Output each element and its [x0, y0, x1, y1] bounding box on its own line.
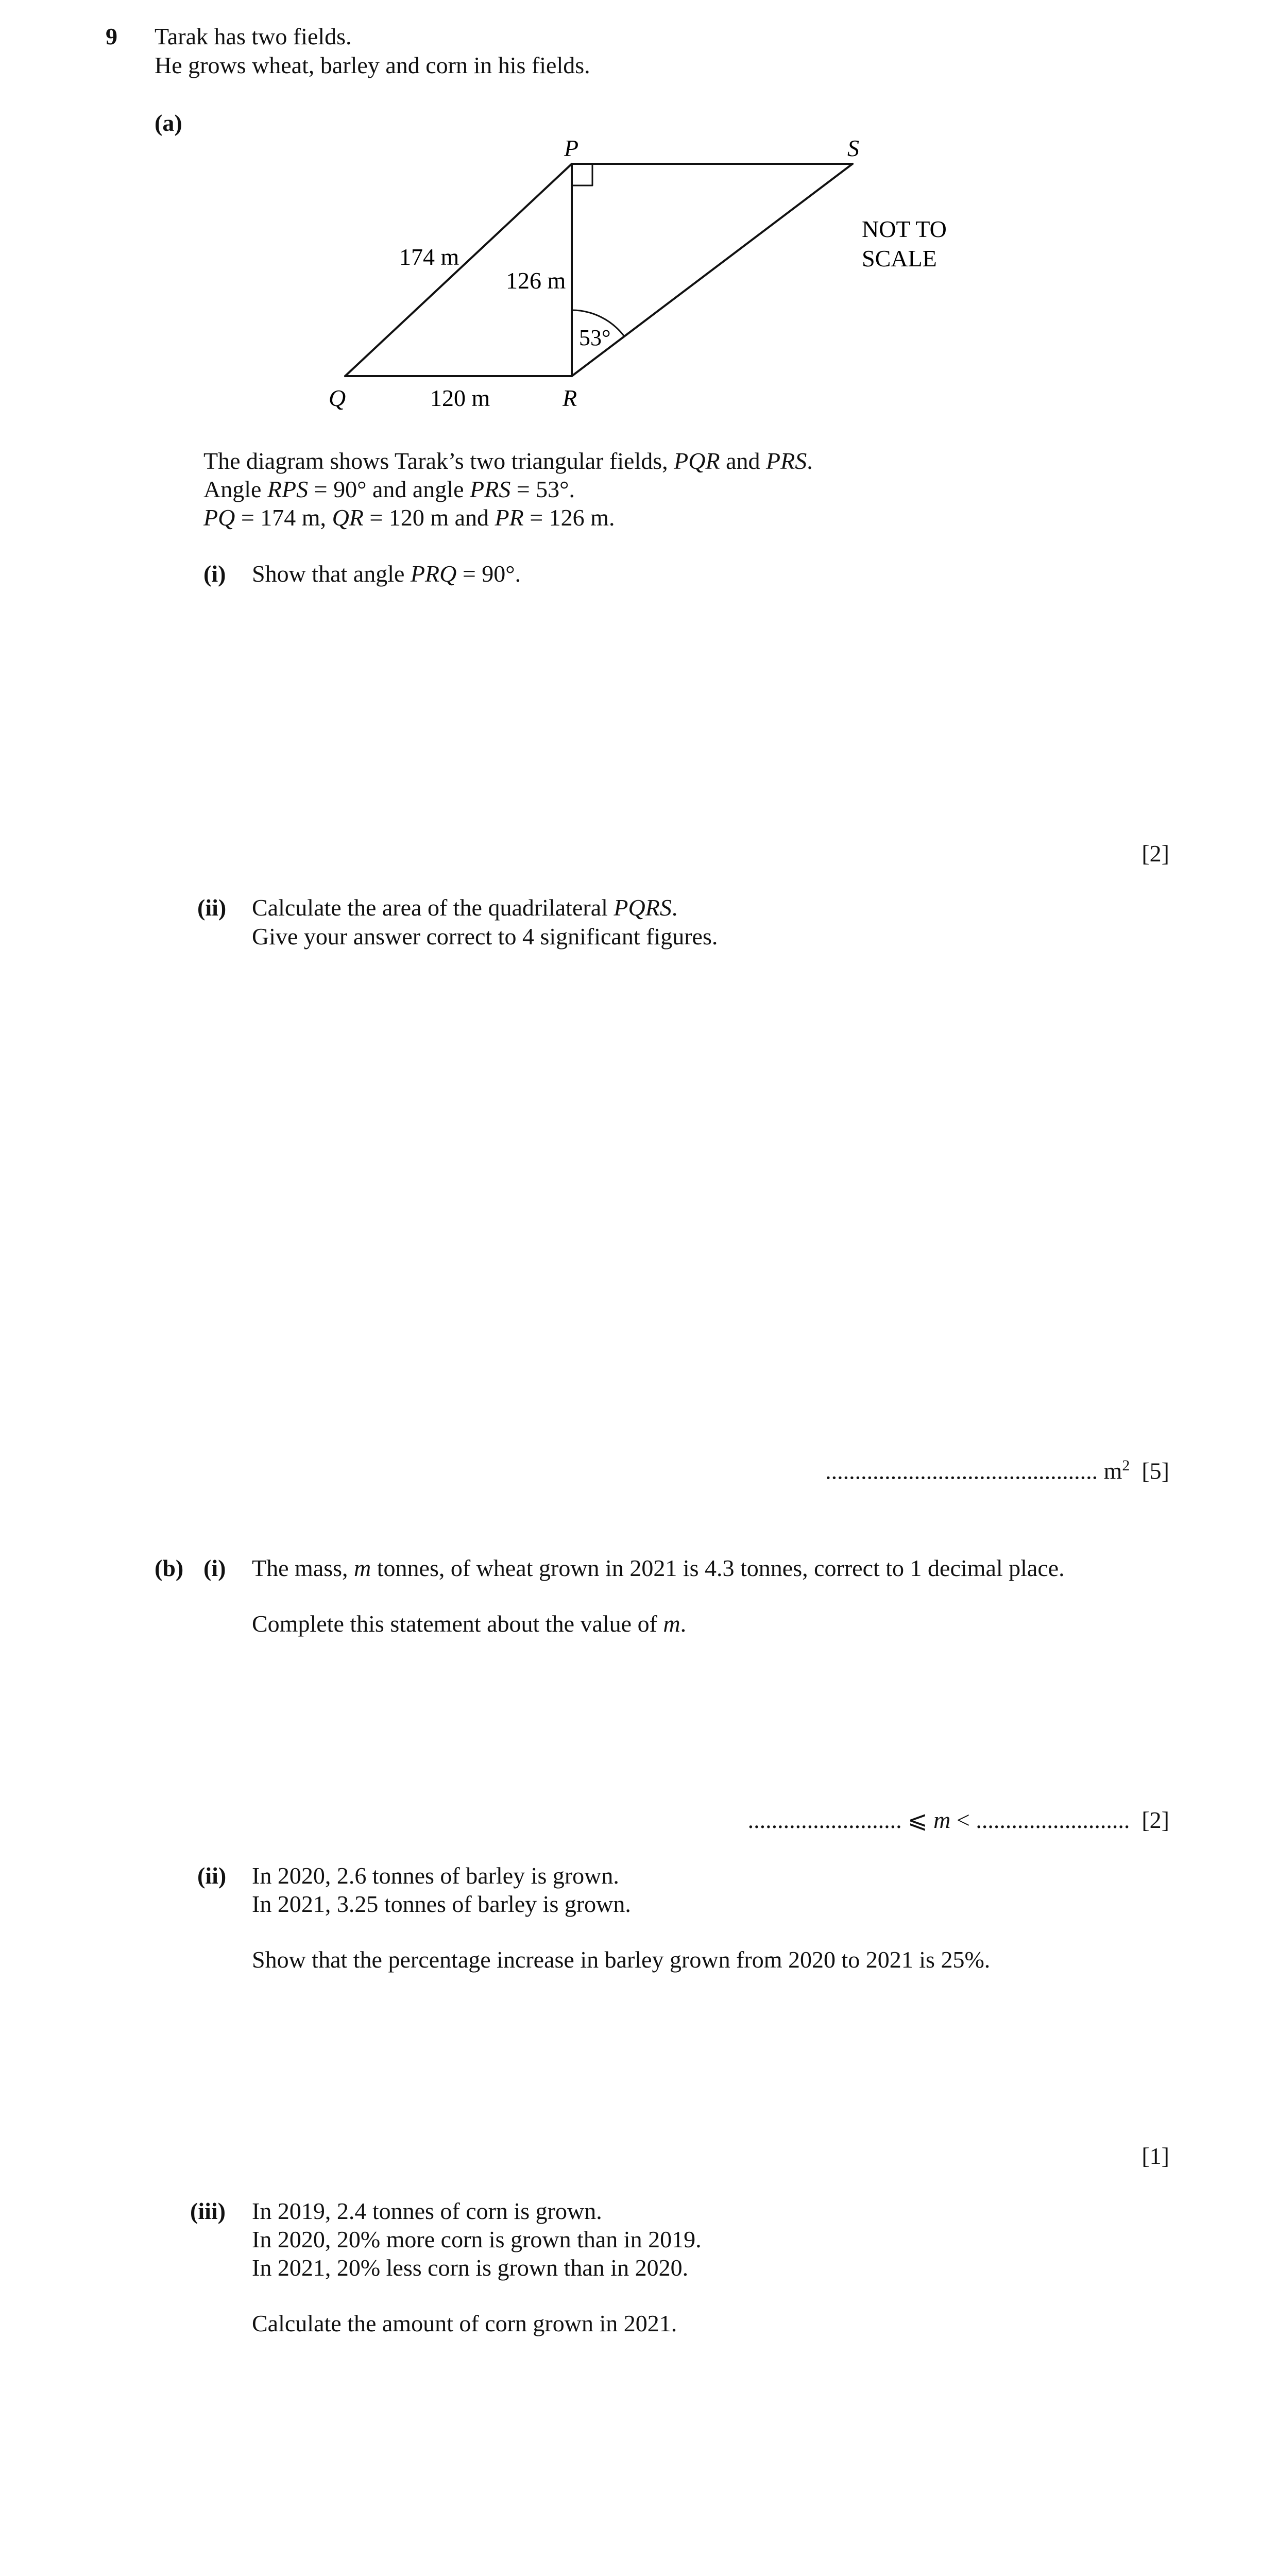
part-b-ii-marks: [1] — [1141, 2143, 1169, 2169]
part-a-label: (a) — [155, 110, 182, 136]
side-RS — [572, 164, 853, 376]
part-a-ii-line-1: Calculate the area of the quadrilateral PQRS. — [252, 894, 678, 921]
answer-unit-superscript: 2 — [1122, 1457, 1130, 1474]
part-b-i-line-2: Complete this statement about the value of m. — [252, 1611, 687, 1637]
vertex-P: P — [564, 135, 579, 161]
answer-unit: m — [1103, 1458, 1122, 1484]
part-b-ii-label: (ii) — [197, 1862, 227, 1889]
part-b-iii-line-2: In 2020, 20% more corn is grown than in 2019. — [252, 2226, 702, 2252]
upper-bound-dots[interactable]: .......................... — [976, 1807, 1130, 1833]
label-PR: 126 m — [506, 267, 566, 294]
part-b-i-answer-line[interactable] — [748, 1806, 1169, 1834]
part-b-i-line-1: The mass, m tonnes, of wheat grown in 2021 is 4.3 tonnes, correct to 1 decimal place. — [252, 1555, 1065, 1581]
label-PQ: 174 m — [399, 244, 459, 270]
label-QR: 120 m — [430, 385, 490, 411]
part-a-ii-label: (ii) — [197, 894, 227, 921]
answer-dots[interactable]: .............................................. — [825, 1458, 1098, 1484]
less-than-symbol: < — [956, 1807, 970, 1833]
part-a-ii-line-2: Give your answer correct to 4 significant figures. — [252, 923, 718, 950]
not-to-scale-line-1: NOT TO — [862, 216, 947, 242]
part-b-iii-label: (iii) — [190, 2198, 226, 2224]
intro-line-2: He grows wheat, barley and corn in his fields. — [155, 52, 590, 78]
not-to-scale-line-2: SCALE — [862, 245, 937, 272]
vertex-R: R — [563, 385, 577, 411]
part-a-i-question: Show that angle PRQ = 90°. — [252, 561, 521, 587]
diagram-description-line-2: Angle RPS = 90° and angle PRS = 53°. — [203, 476, 575, 502]
vertex-Q: Q — [329, 385, 346, 411]
part-b-iii-line-4: Calculate the amount of corn grown in 2021. — [252, 2310, 677, 2336]
right-angle-marker — [572, 164, 592, 185]
part-b-i-marks: [2] — [1141, 1807, 1169, 1833]
part-b-ii-line-2: In 2021, 3.25 tonnes of barley is grown. — [252, 1891, 631, 1917]
part-a-ii-answer-line[interactable] — [825, 1452, 1169, 1485]
diagram-description-line-1: The diagram shows Tarak’s two triangular fields, PQR and PRS. — [203, 448, 813, 474]
part-a-i-marks: [2] — [1141, 840, 1169, 867]
less-or-equal-symbol: ⩽ — [908, 1807, 928, 1833]
question-number: 9 — [106, 23, 117, 49]
label-angle-53: 53° — [579, 325, 611, 350]
part-b-iii-line-3: In 2021, 20% less corn is grown than in 2020. — [252, 2255, 689, 2281]
intro-line-1: Tarak has two fields. — [155, 23, 352, 49]
variable-m: m — [933, 1807, 951, 1833]
triangles-diagram — [0, 0, 1278, 464]
part-b-label: (b) — [155, 1555, 184, 1581]
part-b-iii-line-1: In 2019, 2.4 tonnes of corn is grown. — [252, 2198, 602, 2224]
part-a-ii-marks: [5] — [1141, 1458, 1169, 1484]
part-b-ii-line-1: In 2020, 2.6 tonnes of barley is grown. — [252, 1862, 619, 1889]
lower-bound-dots[interactable]: .......................... — [747, 1807, 902, 1833]
diagram-description-line-3: PQ = 174 m, QR = 120 m and PR = 126 m. — [203, 504, 615, 531]
part-a-i-label: (i) — [203, 561, 226, 587]
vertex-S: S — [847, 135, 859, 161]
part-b-i-label: (i) — [203, 1555, 226, 1581]
part-b-ii-line-3: Show that the percentage increase in barley grown from 2020 to 2021 is 25%. — [252, 1946, 991, 1973]
